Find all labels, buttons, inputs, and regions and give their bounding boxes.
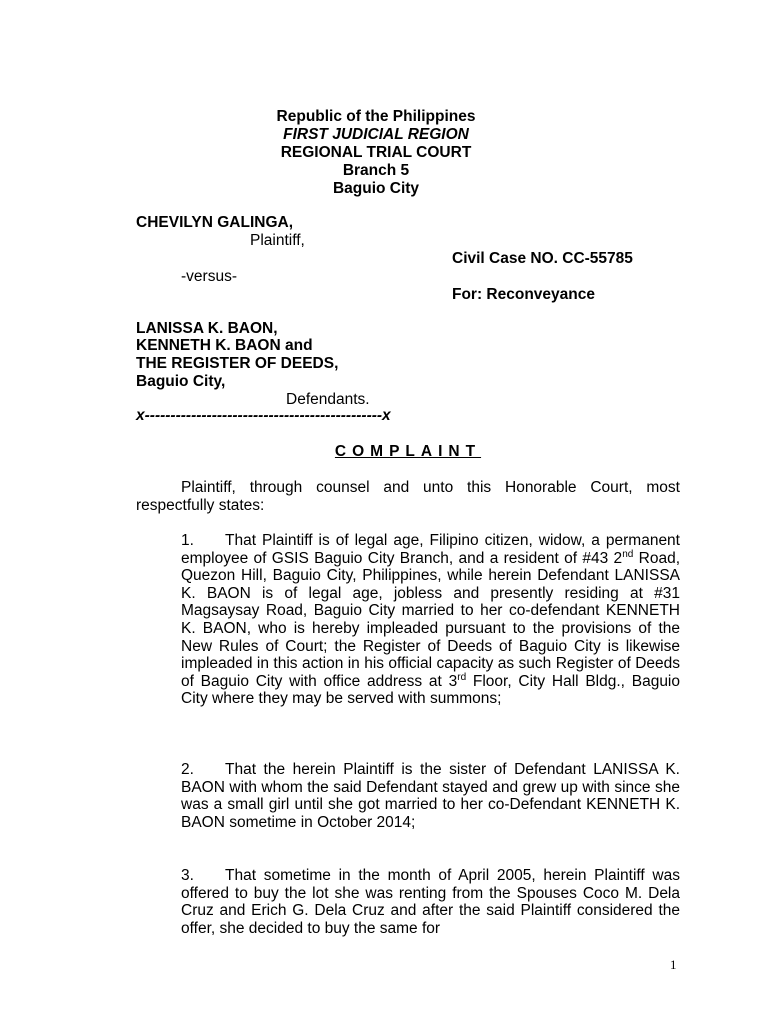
plaintiff-role: Plaintiff, — [250, 232, 305, 249]
paragraph-1-sup-b: rd — [457, 671, 467, 683]
page-number: 1 — [670, 957, 677, 972]
court-caption — [0, 108, 752, 198]
caption-separator: x----------------------------------------------x — [136, 407, 391, 424]
paragraph-1-number: 1. — [181, 532, 194, 549]
caption-court: REGIONAL TRIAL COURT — [280, 144, 472, 161]
defendant-2: KENNETH K. BAON and — [136, 337, 313, 354]
paragraph-1-text-a: That Plaintiff is of legal age, Filipino citizen, widow, a permanent employee of GSIS Baguio City Branch, and a resident of #43 2 — [181, 532, 680, 567]
defendants-role: Defendants. — [286, 391, 370, 408]
intro-paragraph: Plaintiff, through counsel and unto this Honorable Court, most respectfully states: — [136, 479, 680, 514]
paragraph-1 — [181, 532, 680, 708]
document-heading: COMPLAINT — [334, 443, 482, 460]
defendant-3: THE REGISTER OF DEEDS, — [136, 355, 339, 372]
case-number: Civil Case NO. CC-55785 — [452, 250, 633, 267]
caption-city: Baguio City — [332, 180, 420, 197]
paragraph-2-number: 2. — [181, 761, 194, 778]
defendant-1: LANISSA K. BAON, — [136, 320, 278, 337]
defendant-city: Baguio City, — [136, 373, 226, 390]
paragraph-1-text-b: Road, Quezon Hill, Baguio City, Philippines, while herein Defendant LANISSA K. BAON is of legal age, jobless and presently residing at #31 Magsaysay Road, Baguio City married to her co-defendant KENNETH K. BAON, who is hereby impleaded pursuant to the provisions of the New Rules of Court; the Register of Deeds of Baguio City is likewise impleaded in this action in his official capacity as such Register of Deeds of Baguio City with office address at 3 — [181, 549, 681, 690]
paragraph-1-text-c: Floor, City Hall Bldg., Baguio City where they may be served with summons; — [181, 672, 680, 708]
caption-republic: Republic of the Philippines — [276, 108, 476, 125]
paragraph-3-number: 3. — [181, 867, 194, 884]
paragraph-2-text: That the herein Plaintiff is the sister of Defendant LANISSA K. BAON with whom the said Defendant stayed and grew up with since she was a small girl until she got married to her co-Defendant KENNETH K. BAON sometime in October 2014; — [181, 761, 680, 831]
paragraph-2 — [181, 761, 680, 831]
paragraph-1-sup-a: nd — [622, 548, 634, 560]
paragraph-3-text: That sometime in the month of April 2005, herein Plaintiff was offered to buy the lot she was renting from the Spouses Coco M. Dela Cruz and Erich G. Dela Cruz and after the said Plaintiff considered the offer, she decided to buy the same for — [181, 867, 680, 937]
case-nature: For: Reconveyance — [452, 286, 595, 303]
plaintiff-name: CHEVILYN GALINGA, — [136, 214, 294, 231]
versus-label: -versus- — [181, 268, 237, 285]
paragraph-3 — [181, 867, 680, 937]
caption-judicial-region: FIRST JUDICIAL REGION — [283, 126, 469, 143]
caption-branch: Branch 5 — [342, 162, 410, 179]
